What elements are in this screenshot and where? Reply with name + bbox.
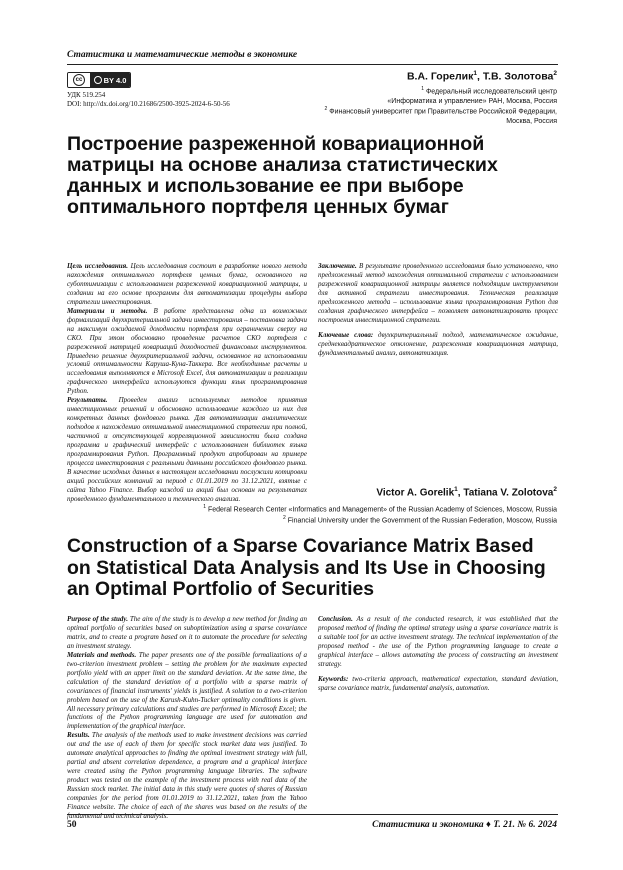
abstract-heading: Materials and methods.	[67, 650, 137, 659]
article-title-en: Construction of a Sparse Covariance Matrix Based on Statistical Data Analysis and Its Use in Choosing an Optimal Portfolio of Securities	[67, 535, 546, 601]
abstract-en-results	[67, 731, 307, 821]
affiliation-ru-line	[277, 86, 557, 97]
cc-logo-text: cc	[73, 74, 85, 86]
cc-license-badge[interactable]	[67, 72, 131, 88]
author-en-2: Tatiana V. Zolotova	[463, 487, 554, 499]
abstract-heading: Заключение.	[318, 262, 357, 270]
abstract-heading: Цель исследования.	[67, 262, 129, 270]
cc-by-label: BY 4.0	[103, 75, 127, 85]
affiliation-sup: 1	[421, 86, 424, 92]
abstract-heading: Results.	[67, 731, 90, 740]
abstract-text: Проведен анализ используемых методов принятия инвестиционных решений и обосновано использование каждого из них для конкретных данных фондового рынка. Для автоматизации аналитических подходов к нахождению оптимальной инвестиционной стратегии при полной, частичной и отсутствующей корреляционной зависимости была создана программа и графический интерфейс с использованием библиотек языка программирования Python. Программный продукт апробирован на примере процесса инвестирования с реальными данными российского фондового рынка. В качестве исходных данных в настоящем исследовании послужили котировки акций российских компаний за период с 01.01.2019 по 31.12.2021, взятые с сайта Yahoo Finance. Выбор каждой из акций был основан на результатах проведенного фундаментального и технического анализа.	[67, 396, 307, 503]
attribution-person-icon	[94, 76, 102, 84]
cc-by-label-box	[90, 73, 130, 87]
abstract-ru-keywords	[318, 331, 558, 358]
affiliation-text: Federal Research Center «Informatics and Management» of the Russian Academy of Sciences, Moscow, Russia	[207, 506, 557, 514]
abstract-en-keywords	[318, 675, 558, 693]
affiliation-sup: 2	[324, 106, 328, 113]
affiliation-text: «Информатика и управление» РАН, Москва, Россия	[387, 97, 557, 105]
abstract-ru-conclusion	[318, 262, 558, 325]
author-ru-1: В.А. Горелик	[406, 70, 474, 83]
author-ru-1-sup: 1	[473, 70, 477, 77]
author-ru-2: Т.В. Золотова	[482, 70, 554, 83]
abstract-heading: Purpose of the study.	[67, 615, 128, 623]
affiliation-en-line	[97, 515, 557, 526]
header-rule	[67, 64, 558, 65]
abstract-en-column-right	[318, 615, 558, 693]
abstract-heading: Conclusion.	[318, 615, 353, 623]
authors-en	[376, 486, 557, 498]
author-en-1-sup: 1	[454, 486, 458, 493]
abstract-en-methods	[67, 651, 307, 732]
abstract-ru-column-right	[318, 262, 558, 358]
abstract-text: В работе представлена одна из возможных формализаций двухкритериальной задачи инвестирования – постановка задачи на максимум ожидаемой доходности портфеля при ограничении сверху на СКО. При этом обосновано проведение расчетов СКО портфеля с разреженной матрицей ковариаций доходностей финансовых инструментов. Приведено решение двухкритериальной задачи, основанное на использовании условий оптимальности Каруша-Куна-Таккера. Все необходимые расчеты и исследования выполняются в Microsoft Excel, для автоматизации и реализации графического интерфейса используются функции язык программирования Python.	[67, 306, 307, 396]
affiliations-en	[97, 504, 557, 526]
abstract-ru-column-left	[67, 262, 307, 504]
author-en-1: Victor A. Gorelik	[376, 487, 455, 499]
abstract-heading: Материалы и методы.	[67, 306, 148, 315]
affiliation-en-line	[97, 504, 557, 515]
journal-running-header: Статистика и математические методы в экономике	[67, 50, 298, 60]
abstract-ru-purpose	[67, 262, 307, 307]
abstract-text: The aim of the study is to develop a new method for finding an optimal portfolio of securities based on suboptimization using a sparse covariance matrix, and to create a program based on it to automate the procedure for selecting an investment strategy.	[67, 615, 307, 650]
cc-logo-icon	[68, 73, 90, 87]
keywords-heading: Ключевые слова:	[318, 330, 374, 339]
abstract-heading: Результаты.	[67, 396, 108, 405]
authors-ru	[407, 70, 557, 83]
abstract-ru-results	[67, 396, 307, 503]
udk-code: УДК 519.254	[67, 91, 106, 99]
affiliation-text: Москва, Россия	[506, 117, 557, 125]
affiliation-text: Financial University under the Government of the Russian Federation, Moscow, Russia	[287, 517, 557, 525]
abstract-text: The paper presents one of the possible formalizations of a two-criterion investment problem – setting the problem for the maximum expected portfolio yield with an upper limit on the standard deviation. At the same time, the calculation of the standard deviation of a portfolio with a sparse matrix of covariances of financial instruments' yields is justified. A solution to a two-criterion problem based on the use of the Karush-Kuhn-Tucker optimality conditions is given. All necessary primary calculations and studies are performed in Microsoft Excel; the functions of the Python programming language are used for automation and implementation of the graphical interface.	[67, 650, 307, 731]
abstract-text: The analysis of the methods used to make investment decisions was carried out and the use of each of them for specific stock market data was justified. To automate analytical approaches to finding the optimal investment strategy with full, partial and absent correlation dependence, a program and a graphical interface were created using the Python programming language libraries. The software product was tested on the example of the investment process with real data of the Russian stock market. The initial data in this study were quotes of shares of Russian companies for the period from 01.01.2019 to 31.12.2021, taken from the Yahoo Finance website. The choice of each of the shares was based on the results of the fundamental and technical analysis.	[67, 731, 307, 820]
abstract-en-conclusion	[318, 615, 558, 669]
footer-journal-info: Статистика и экономика ♦ Т. 21. № 6. 2024	[372, 820, 557, 830]
author-ru-2-sup: 2	[553, 70, 557, 77]
abstract-text: Цель исследования состоит в разработке нового метода нахождения оптимального портфеля ценных бумаг, основанного на субоптимизации с использованием разреженной ковариационной матрицы, и создании на его основе программы для автоматизации процедуры выбора стратегии инвестирования.	[67, 262, 307, 306]
affiliation-text: Федеральный исследовательский центр	[425, 88, 557, 96]
affiliation-ru-line	[277, 97, 557, 106]
footer-rule	[67, 814, 558, 815]
affiliation-text: Финансовый университет при Правительстве Российской Федерации,	[329, 108, 557, 116]
affiliation-ru-line	[277, 106, 557, 117]
author-en-2-sup: 2	[553, 486, 557, 493]
abstract-ru-methods	[67, 307, 307, 397]
keywords-text: two-criteria approach, mathematical expectation, standard deviation, sparse covariance matrix, fundamental analysis, automation.	[318, 674, 558, 692]
abstract-text: В результате проведенного исследования было установлено, что предложенный метод нахождения оптимальной стратегии с использованием разреженной ковариационной матрицы является подходящим инструментом для активной стратегии инвестирования. Техническая реализация предложенного метода – использование языка программирования Python для создания графического интерфейса – позволяет автоматизировать процесс построения инвестиционной стратегии.	[318, 262, 558, 324]
abstract-text: As a result of the conducted research, it was established that the proposed method of finding the optimal strategy using a sparse covariance matrix is a suitable tool for an active investment strategy. The technical implementation of the proposed method - the use of the Python programming language to create a graphical interface – allows automating the process of constructing an investment strategy.	[318, 615, 558, 668]
author-ru-separator: ,	[476, 70, 483, 83]
article-title-ru: Построение разреженной ковариационной матрицы на основе анализа статистических данных и использование ее при выборе оптимального портфеля ценных бумаг	[67, 133, 498, 219]
keywords-heading: Keywords:	[318, 674, 349, 683]
author-en-separator: ,	[457, 487, 464, 499]
doi-link[interactable]: DOI: http://dx.doi.org/10.21686/2500-3925-2024-6-50-56	[67, 100, 230, 108]
abstract-en-purpose	[67, 615, 307, 651]
affiliations-ru	[277, 86, 557, 126]
affiliation-ru-line	[277, 117, 557, 126]
page-number: 50	[67, 820, 77, 830]
affiliation-sup: 2	[283, 515, 286, 522]
affiliation-sup: 1	[203, 504, 207, 510]
abstract-en-column-left	[67, 615, 307, 821]
keywords-text: двухкритериальный подход, математическое ожидание, среднеквадратическое отклонение, разреженная ковариационная матрица, фундаментальный анализ, автоматизация.	[318, 330, 558, 357]
